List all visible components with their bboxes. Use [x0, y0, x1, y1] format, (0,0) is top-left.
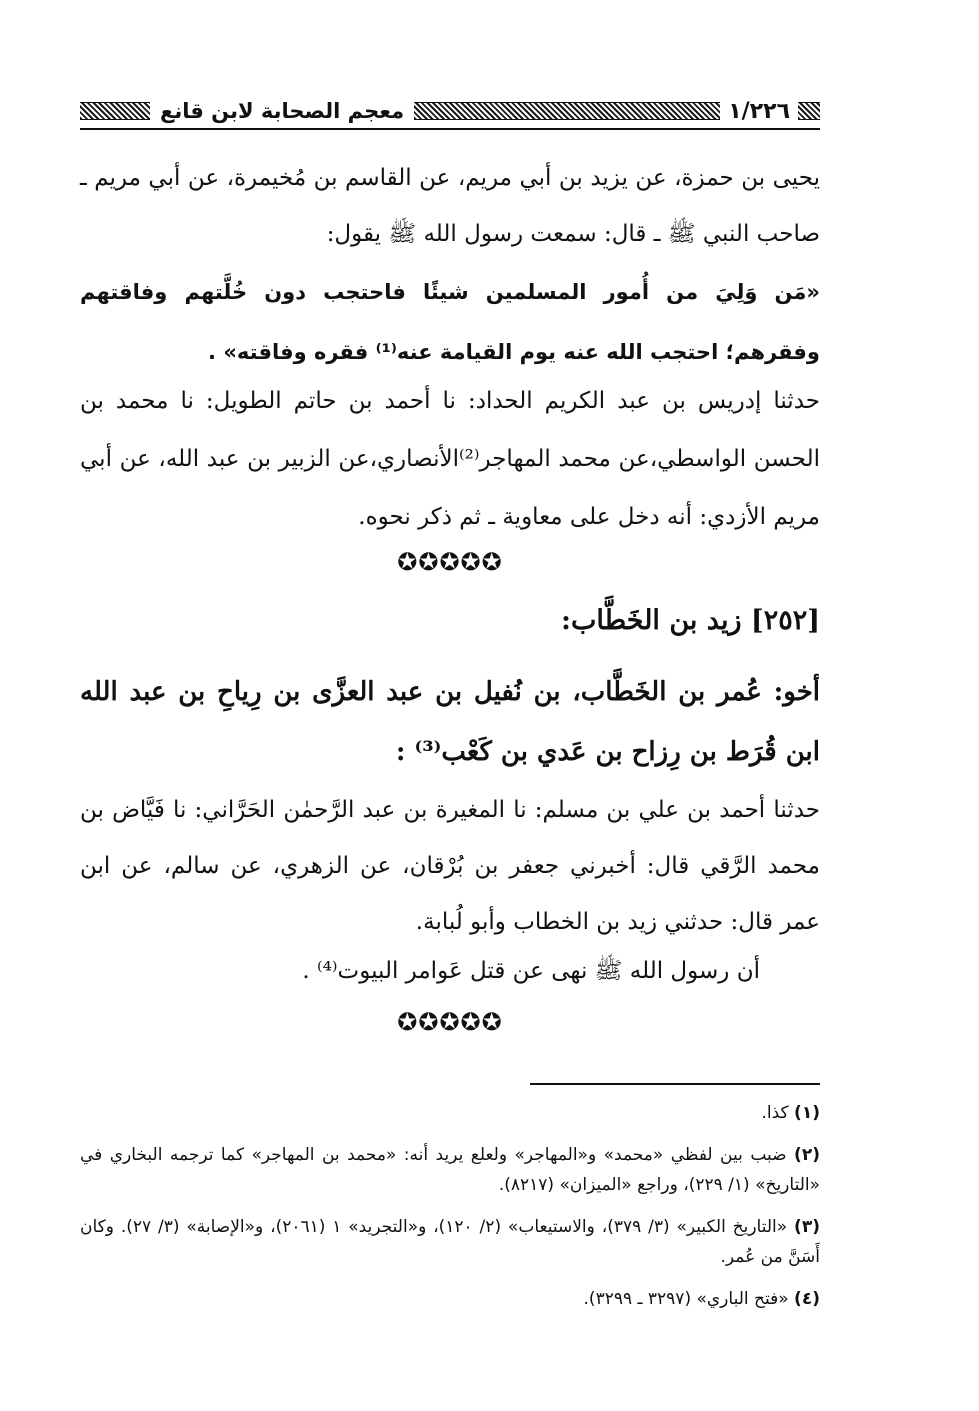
footnote-number: (٢) [794, 1145, 820, 1165]
header-ornament-middle [414, 102, 720, 120]
footnote [80, 1098, 820, 1128]
section-separator: ✪✪✪✪✪ [397, 548, 503, 576]
footnote-rule [530, 1083, 820, 1085]
paragraph-3: حدثنا أحمد بن علي بن مسلم: نا المغيرة بن عبد الرَّحمٰن الحَرَّاني: نا فَيَّاض بن محمد الرَّقي قال: أخبرني جعفر بن بُرْقان، عن الزهري، عن سالم، عن ابن عمر قال: حدثني زيد بن الخطاب وأبو لُبابة. [80, 797, 820, 935]
section-separator-2: ✪✪✪✪✪ [397, 1008, 503, 1036]
footnote-number: (٣) [794, 1217, 820, 1237]
header-ornament-right [798, 102, 820, 120]
footnotes [80, 1098, 820, 1326]
header-rule [80, 128, 820, 130]
footnote-text: «فتح الباري» (٣٢٩٧ ـ ٣٢٩٩). [583, 1289, 789, 1309]
footnote-text: ضبب بين لفظي «محمد» و«المهاجر» ولعلع يريد أنه: «محمد بن المهاجر» كما ترجمه البخاري في «التاريخ» (١/ ٢٢٩)، وراجع «الميزان» (٨٢١٧). [80, 1145, 820, 1195]
paragraph-2: حدثنا إدريس بن عبد الكريم الحداد: نا أحمد بن حاتم الطويل: نا محمد بن الحسن الواسطي،عن محمد المهاجر⁽²⁾الأنصاري،عن الزبير بن عبد الله، عن أبي مريم الأزدي: أنه دخل على معاوية ـ ثم ذكر نحوه. [80, 388, 820, 530]
page-number: ١/٢٢٦ [728, 98, 790, 124]
footnote [80, 1212, 820, 1272]
footnote-text: «التاريخ الكبير» (٣/ ٣٧٩)، والاستيعاب» (٢/ ١٢٠)، و«التجريد» ١ (٢٠٦١)، و«الإصابة» (٣/ ٢٧). وكان أَسَنَّ من عُمر. [80, 1217, 820, 1267]
paragraph-1: يحيى بن حمزة، عن يزيد بن أبي مريم، عن القاسم بن مُخيمرة، عن أبي مريم ـ صاحب النبي ﷺ ـ قال: سمعت رسول الله ﷺ يقول: [80, 165, 820, 247]
paragraph-4: أن رسول الله ﷺ نهى عن قتل عَوامر البيوت⁽⁴⁾ . [302, 958, 760, 984]
footnote-text: كذا. [761, 1103, 789, 1123]
footnote-number: (٤) [794, 1289, 820, 1309]
header-ornament-left [80, 102, 150, 120]
entry-title: [٢٥٢] زيد بن الخَطَّاب: [561, 605, 820, 636]
footnote [80, 1284, 820, 1314]
footnote [80, 1140, 820, 1200]
footnote-number: (١) [794, 1103, 820, 1123]
hadith-text: «مَن وَلِيَ من أُمور المسلمين شيئًا فاحتجب دون خُلَّتهم وفاقتهم وفقرهم؛ احتجب الله عنه يوم القيامة عنه⁽¹⁾ فقره وفاقته» . [80, 280, 820, 364]
running-header [80, 96, 820, 126]
entry-lineage: أخو: عُمر بن الخَطَّاب، بن نُفيل بن عبد العزَّى بن رِياحِ بن عبد الله ابن قُرَط بن رِزاح بن عَدي بن كَعْب⁽³⁾ : [80, 677, 820, 767]
book-title: معجم الصحابة لابن قانع [160, 99, 405, 123]
